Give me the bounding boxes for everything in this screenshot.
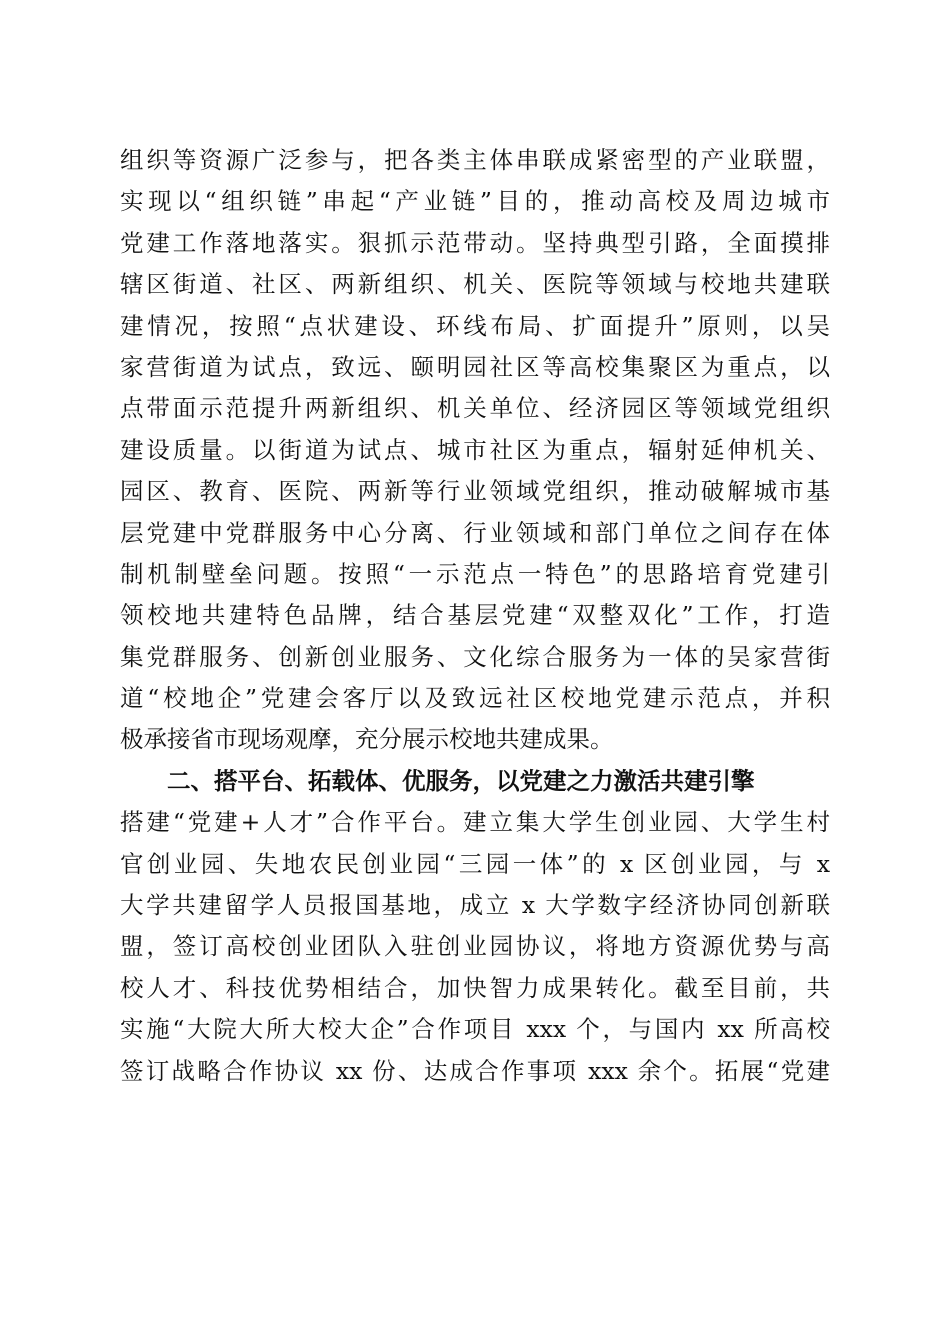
body-text [120,140,830,1092]
text-line: 签订战略合作协议 xx 份、达成合作事项 xxx 余个。拓展“党建 [120,1056,830,1085]
text-line: 道“校地企”党建会客厅以及致远社区校地党建示范点，并积 [120,684,830,713]
text-line: 实施“大院大所大校大企”合作项目 xxx 个，与国内 xx 所高校 [120,1015,830,1044]
text-line: 集党群服务、创新创业服务、文化综合服务为一体的吴家营街 [120,642,830,671]
text-line: 实现以“组织链”串起“产业链”目的，推动高校及周边城市 [120,187,830,216]
text-line: 官创业园、失地农民创业园“三园一体”的 x 区创业园，与 x [120,849,830,878]
section-heading: 二、搭平台、拓载体、优服务，以党建之力激活共建引擎 [167,766,755,795]
text-line: 搭建“党建+人才”合作平台。建立集大学生创业园、大学生村 [120,808,830,837]
text-line: 制机制壁垒问题。按照“一示范点一特色”的思路培育党建引 [120,559,830,588]
text-line: 层党建中党群服务中心分离、行业领域和部门单位之间存在体 [120,518,830,547]
text-line: 建情况，按照“点状建设、环线布局、扩面提升”原则，以吴 [120,311,830,340]
text-line: 党建工作落地落实。狠抓示范带动。坚持典型引路，全面摸排 [120,228,830,257]
text-line: 大学共建留学人员报国基地，成立 x 大学数字经济协同创新联 [120,891,830,920]
text-line: 园区、教育、医院、两新等行业领域党组织，推动破解城市基 [120,477,830,506]
text-line: 领校地共建特色品牌，结合基层党建“双整双化”工作，打造 [120,601,830,630]
text-line: 盟，签订高校创业团队入驻创业园协议，将地方资源优势与高 [120,932,830,961]
text-line: 家营街道为试点，致远、颐明园社区等高校集聚区为重点，以 [120,352,830,381]
text-line: 辖区街道、社区、两新组织、机关、医院等领域与校地共建联 [120,270,830,299]
text-line: 点带面示范提升两新组织、机关单位、经济园区等领域党组织 [120,394,830,423]
text-line: 建设质量。以街道为试点、城市社区为重点，辐射延伸机关、 [120,435,830,464]
text-line: 极承接省市现场观摩，充分展示校地共建成果。 [120,725,614,754]
text-line: 组织等资源广泛参与，把各类主体串联成紧密型的产业联盟， [120,146,830,174]
text-line: 校人才、科技优势相结合，加快智力成果转化。截至目前，共 [120,973,830,1002]
